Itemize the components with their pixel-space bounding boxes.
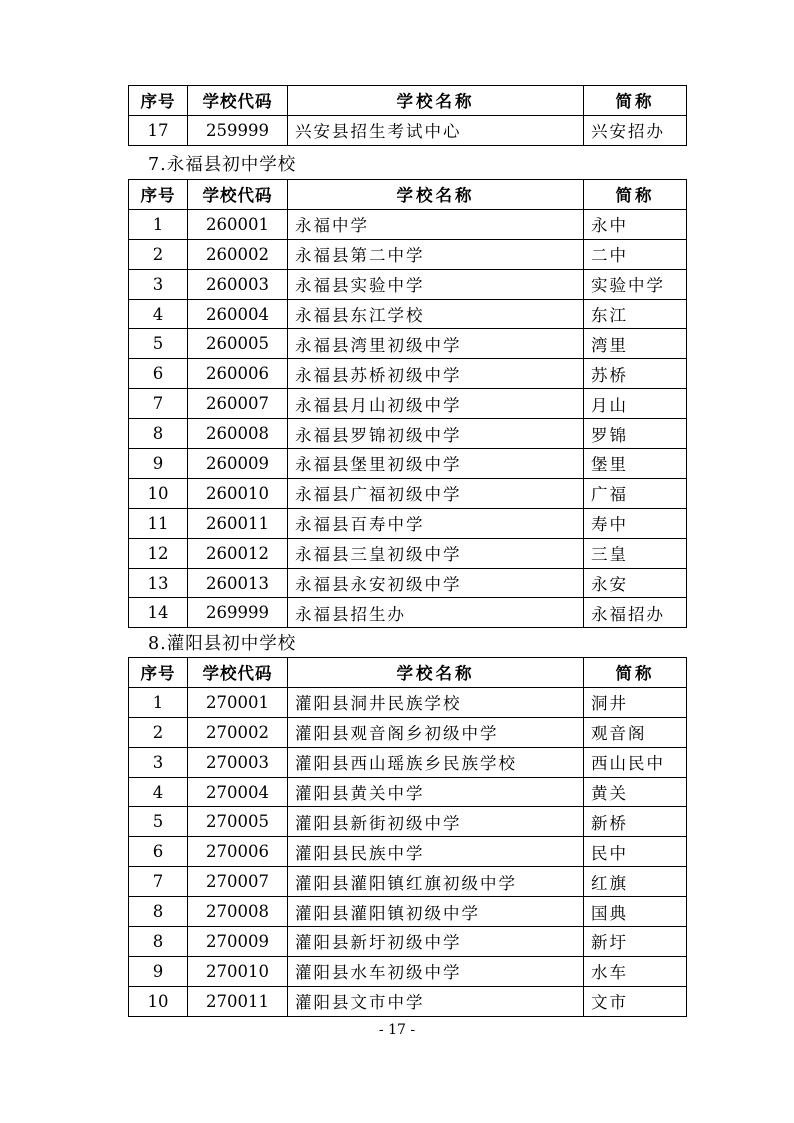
cell-code: 270005 — [188, 807, 288, 837]
table-row — [129, 389, 687, 419]
cell-code: 270003 — [188, 747, 288, 777]
cell-abbr: 广福 — [584, 478, 687, 508]
cell-code: 270008 — [188, 897, 288, 927]
table-row — [129, 927, 687, 957]
cell-abbr: 水车 — [584, 956, 687, 986]
cell-abbr: 观音阁 — [584, 717, 687, 747]
cell-name: 永福中学 — [288, 209, 584, 239]
cell-code: 260006 — [188, 359, 288, 389]
cell-seq: 13 — [129, 568, 188, 598]
table-row — [129, 269, 687, 299]
section-8-title: 8.灌阳县初中学校 — [148, 634, 297, 654]
table-row — [129, 747, 687, 777]
cell-seq: 4 — [129, 299, 188, 329]
table-row — [129, 777, 687, 807]
cell-name: 灌阳县灌阳镇初级中学 — [288, 897, 584, 927]
cell-code: 270002 — [188, 717, 288, 747]
cell-name: 灌阳县水车初级中学 — [288, 956, 584, 986]
cell-seq: 14 — [129, 598, 188, 628]
cell-code: 270010 — [188, 956, 288, 986]
cell-abbr: 永福招办 — [584, 598, 687, 628]
cell-code: 270011 — [188, 986, 288, 1016]
cell-abbr: 二中 — [584, 239, 687, 269]
cell-code: 270001 — [188, 687, 288, 717]
table-row — [129, 359, 687, 389]
col-seq-header: 序号 — [129, 658, 188, 688]
cell-abbr: 黄关 — [584, 777, 687, 807]
cell-abbr: 堡里 — [584, 449, 687, 479]
table-row — [129, 419, 687, 449]
cell-abbr: 西山民中 — [584, 747, 687, 777]
table-row — [129, 508, 687, 538]
cell-abbr: 新圩 — [584, 927, 687, 957]
cell-abbr: 寿中 — [584, 508, 687, 538]
col-name-header: 学校名称 — [288, 658, 584, 688]
col-abbr-header: 简称 — [584, 180, 687, 210]
table-section-7 — [128, 179, 687, 628]
cell-seq: 2 — [129, 239, 188, 269]
cell-abbr: 国典 — [584, 897, 687, 927]
cell-seq: 10 — [129, 986, 188, 1016]
cell-name: 灌阳县洞井民族学校 — [288, 687, 584, 717]
table-row — [129, 956, 687, 986]
cell-code: 260007 — [188, 389, 288, 419]
cell-name: 灌阳县新圩初级中学 — [288, 927, 584, 957]
cell-abbr: 文市 — [584, 986, 687, 1016]
cell-seq: 8 — [129, 897, 188, 927]
cell-name: 永福县三皇初级中学 — [288, 538, 584, 568]
cell-seq: 17 — [129, 115, 188, 145]
cell-seq: 1 — [129, 687, 188, 717]
cell-name: 永福县苏桥初级中学 — [288, 359, 584, 389]
table-row — [129, 687, 687, 717]
col-code-header: 学校代码 — [188, 86, 288, 116]
cell-abbr: 洞井 — [584, 687, 687, 717]
cell-name: 永福县第二中学 — [288, 239, 584, 269]
cell-name: 永福县广福初级中学 — [288, 478, 584, 508]
cell-seq: 2 — [129, 717, 188, 747]
cell-code: 270004 — [188, 777, 288, 807]
table-header — [129, 658, 687, 688]
cell-seq: 1 — [129, 209, 188, 239]
cell-name: 永福县东江学校 — [288, 299, 584, 329]
cell-code: 270006 — [188, 837, 288, 867]
cell-code: 269999 — [188, 598, 288, 628]
table-row — [129, 478, 687, 508]
cell-code: 260001 — [188, 209, 288, 239]
cell-name: 灌阳县新街初级中学 — [288, 807, 584, 837]
cell-code: 260002 — [188, 239, 288, 269]
table-row — [129, 717, 687, 747]
col-seq-header: 序号 — [129, 86, 188, 116]
table-row — [129, 897, 687, 927]
table-row — [129, 239, 687, 269]
cell-code: 260005 — [188, 329, 288, 359]
cell-seq: 9 — [129, 449, 188, 479]
cell-name: 灌阳县民族中学 — [288, 837, 584, 867]
table-row — [129, 837, 687, 867]
cell-seq: 8 — [129, 419, 188, 449]
cell-seq: 10 — [129, 478, 188, 508]
cell-name: 灌阳县西山瑶族乡民族学校 — [288, 747, 584, 777]
col-abbr-header: 简称 — [584, 658, 687, 688]
cell-abbr: 永安 — [584, 568, 687, 598]
cell-code: 260013 — [188, 568, 288, 598]
table-row — [129, 299, 687, 329]
col-seq-header: 序号 — [129, 180, 188, 210]
table-row — [129, 449, 687, 479]
cell-seq: 12 — [129, 538, 188, 568]
cell-code: 260010 — [188, 478, 288, 508]
cell-name: 灌阳县灌阳镇红旗初级中学 — [288, 867, 584, 897]
cell-seq: 4 — [129, 777, 188, 807]
cell-seq: 9 — [129, 956, 188, 986]
cell-name: 永福县招生办 — [288, 598, 584, 628]
cell-code: 270009 — [188, 927, 288, 957]
cell-seq: 8 — [129, 927, 188, 957]
cell-abbr: 红旗 — [584, 867, 687, 897]
cell-seq: 6 — [129, 837, 188, 867]
col-name-header: 学校名称 — [288, 86, 584, 116]
cell-abbr: 罗锦 — [584, 419, 687, 449]
cell-code: 260009 — [188, 449, 288, 479]
cell-name: 永福县月山初级中学 — [288, 389, 584, 419]
cell-seq: 5 — [129, 329, 188, 359]
cell-seq: 7 — [129, 867, 188, 897]
table-top — [128, 85, 687, 146]
cell-name: 兴安县招生考试中心 — [288, 115, 584, 145]
cell-abbr: 苏桥 — [584, 359, 687, 389]
table-row — [129, 986, 687, 1016]
col-code-header: 学校代码 — [188, 180, 288, 210]
cell-seq: 5 — [129, 807, 188, 837]
table-header — [129, 180, 687, 210]
cell-name: 灌阳县黄关中学 — [288, 777, 584, 807]
col-code-header: 学校代码 — [188, 658, 288, 688]
page-number: - 17 - — [378, 1022, 416, 1038]
cell-abbr: 湾里 — [584, 329, 687, 359]
cell-name: 永福县百寿中学 — [288, 508, 584, 538]
table-row — [129, 807, 687, 837]
cell-abbr: 新桥 — [584, 807, 687, 837]
cell-abbr: 东江 — [584, 299, 687, 329]
cell-abbr: 永中 — [584, 209, 687, 239]
cell-name: 灌阳县观音阁乡初级中学 — [288, 717, 584, 747]
section-7-title: 7.永福县初中学校 — [148, 155, 297, 175]
cell-abbr: 月山 — [584, 389, 687, 419]
cell-seq: 3 — [129, 269, 188, 299]
table-row — [129, 867, 687, 897]
table-row — [129, 329, 687, 359]
cell-name: 永福县罗锦初级中学 — [288, 419, 584, 449]
cell-name: 永福县堡里初级中学 — [288, 449, 584, 479]
cell-seq: 7 — [129, 389, 188, 419]
cell-code: 260003 — [188, 269, 288, 299]
cell-code: 259999 — [188, 115, 288, 145]
table-row — [129, 538, 687, 568]
cell-name: 灌阳县文市中学 — [288, 986, 584, 1016]
col-abbr-header: 简称 — [584, 86, 687, 116]
table-section-8 — [128, 657, 687, 1017]
table-row — [129, 568, 687, 598]
cell-code: 260004 — [188, 299, 288, 329]
table-header — [129, 86, 687, 116]
cell-code: 270007 — [188, 867, 288, 897]
cell-abbr: 兴安招办 — [584, 115, 687, 145]
cell-name: 永福县湾里初级中学 — [288, 329, 584, 359]
cell-seq: 6 — [129, 359, 188, 389]
cell-code: 260008 — [188, 419, 288, 449]
cell-name: 永福县永安初级中学 — [288, 568, 584, 598]
table-row — [129, 115, 687, 145]
cell-abbr: 三皇 — [584, 538, 687, 568]
table-row — [129, 209, 687, 239]
col-name-header: 学校名称 — [288, 180, 584, 210]
table-row — [129, 598, 687, 628]
cell-seq: 3 — [129, 747, 188, 777]
cell-code: 260012 — [188, 538, 288, 568]
cell-abbr: 实验中学 — [584, 269, 687, 299]
cell-abbr: 民中 — [584, 837, 687, 867]
cell-seq: 11 — [129, 508, 188, 538]
cell-code: 260011 — [188, 508, 288, 538]
cell-name: 永福县实验中学 — [288, 269, 584, 299]
